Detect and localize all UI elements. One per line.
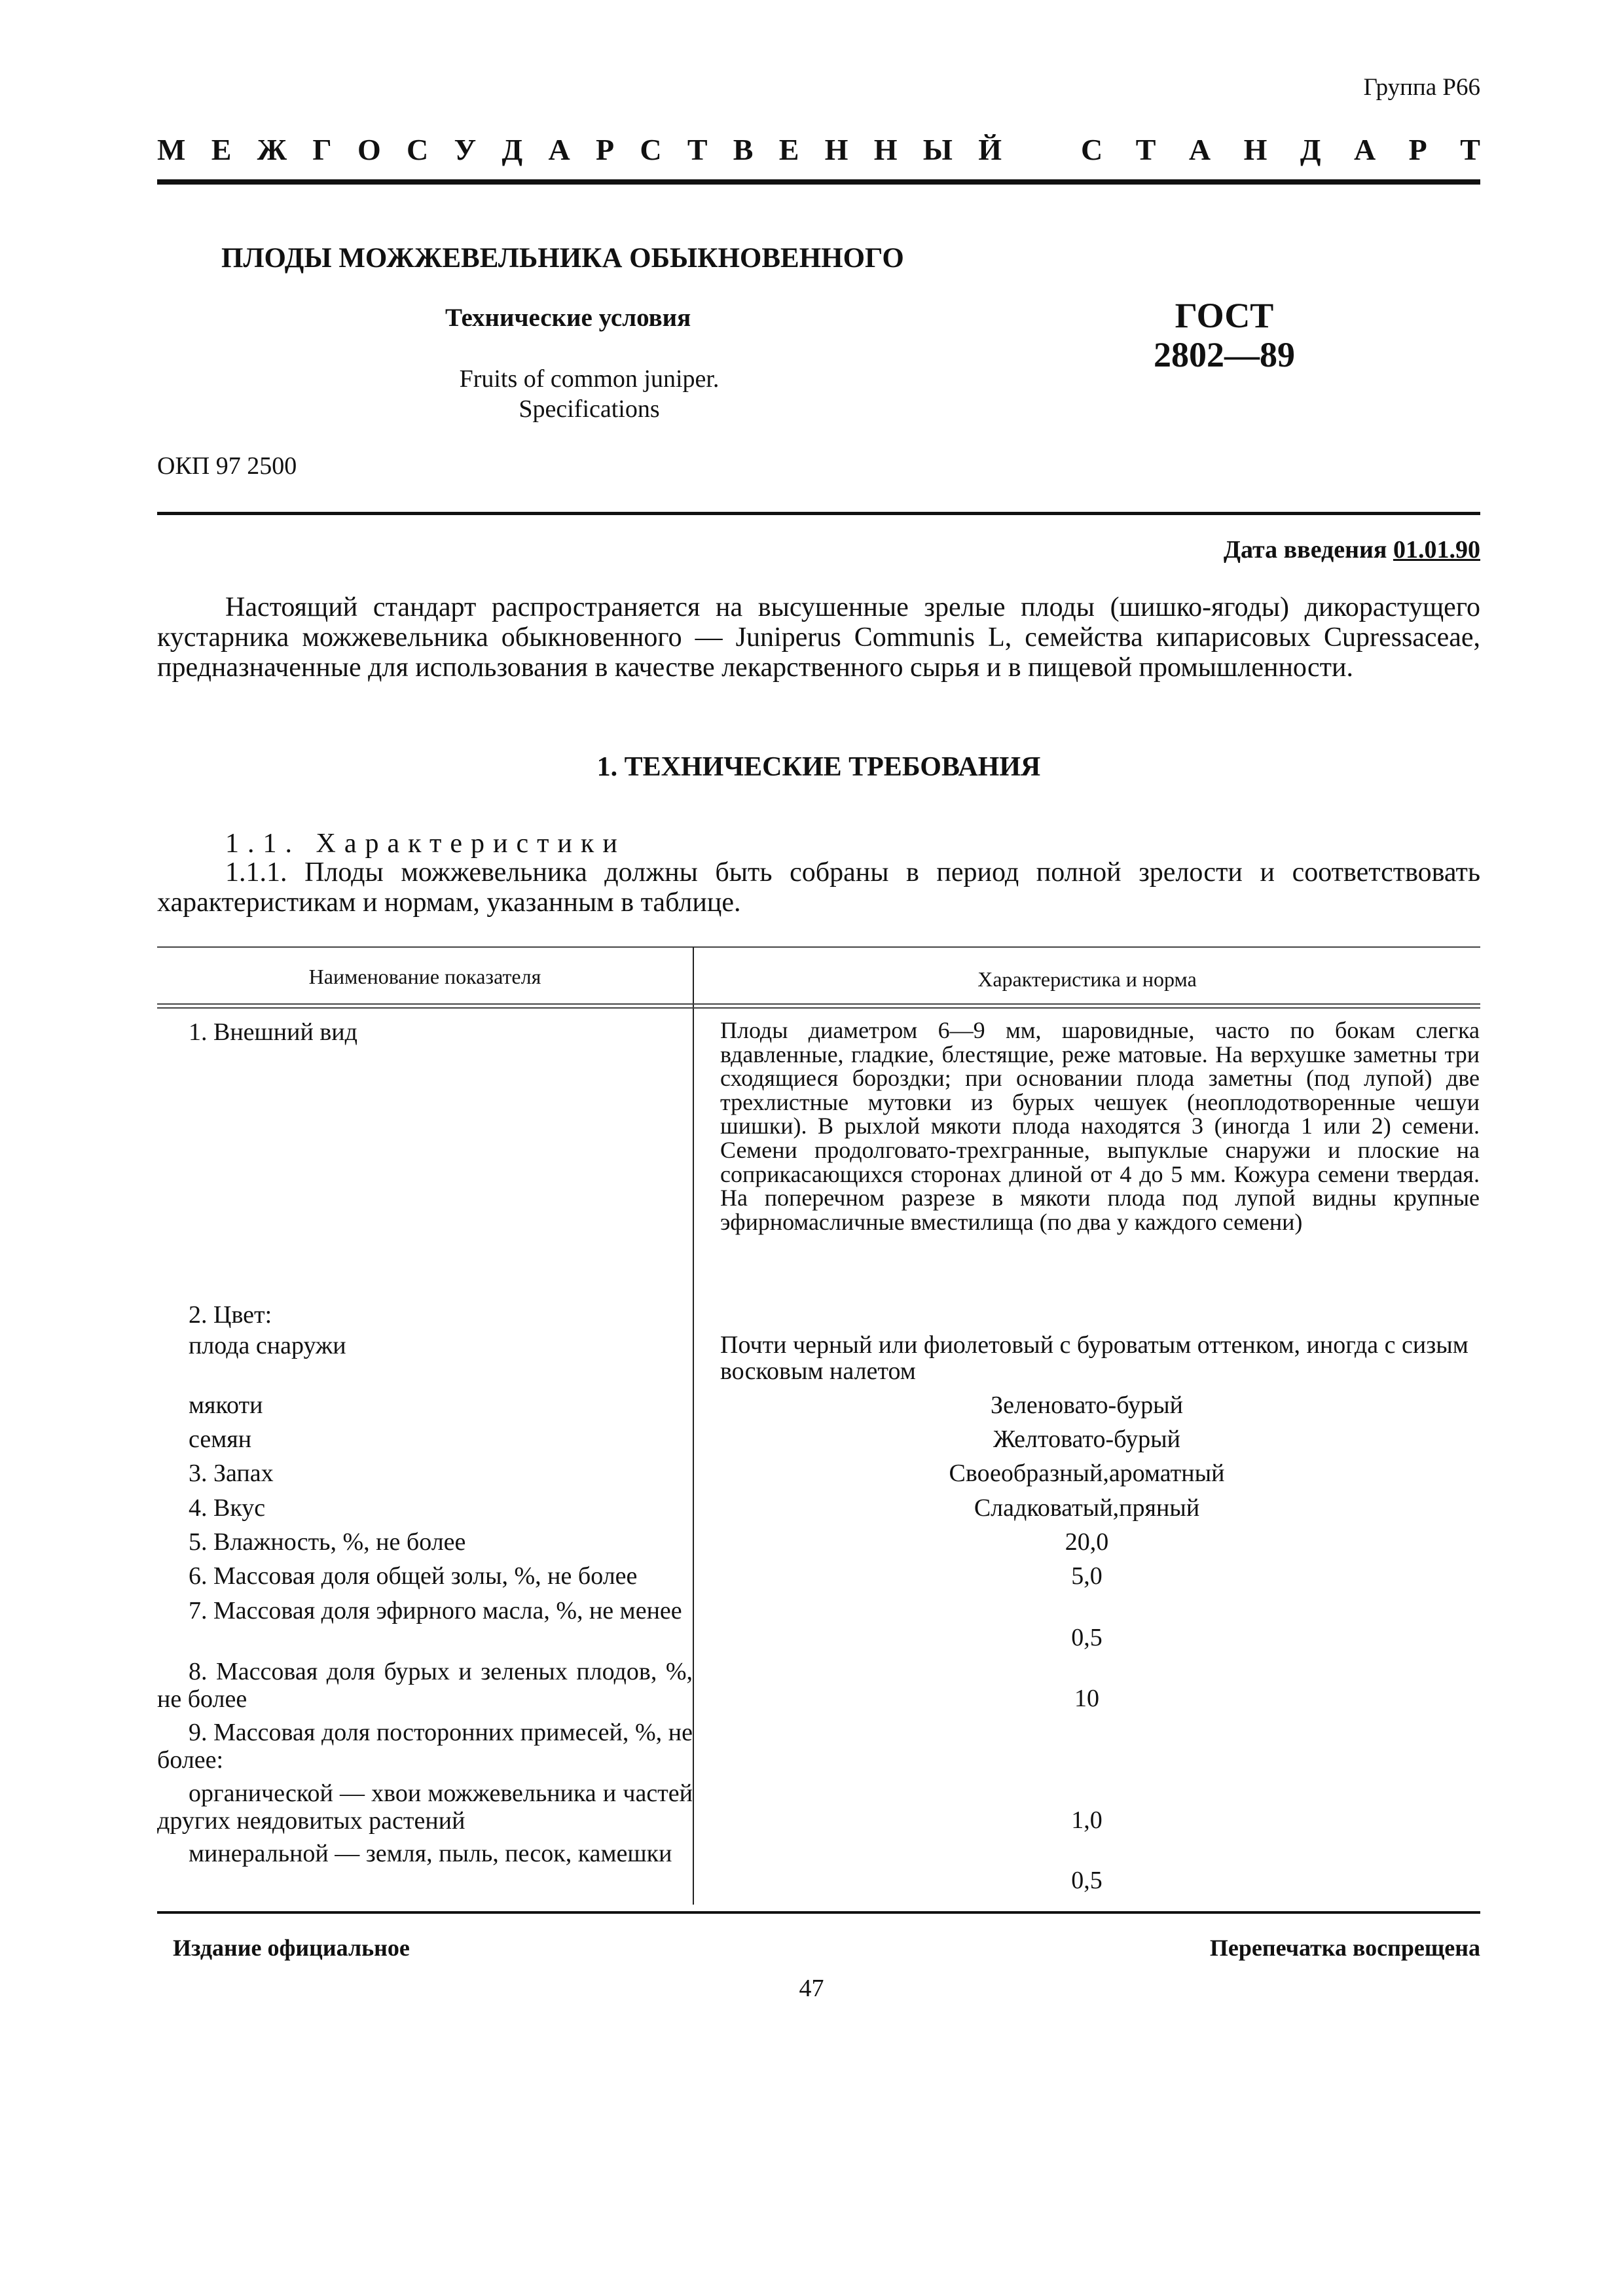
banner-letter: Ы bbox=[922, 132, 953, 166]
banner-letter: Т bbox=[1460, 132, 1480, 166]
banner-letter: Е bbox=[211, 132, 232, 166]
introduction-date bbox=[1224, 535, 1480, 564]
banner-letter: С bbox=[1081, 132, 1103, 166]
gost-designation bbox=[1139, 296, 1309, 374]
banner-letter: Г bbox=[312, 132, 332, 166]
reprint-prohibited-note: Перепечатка воспрещена bbox=[1209, 1935, 1480, 1961]
english-title bbox=[419, 364, 759, 424]
table-top-rule bbox=[157, 946, 1480, 948]
intro-paragraph: Настоящий стандарт распространяется на высушенные зрелые плоды (шишко-ягоды) дикорастущего кустарника можжевельника обыкновенного — Juniperus Communis L, семейства кипарисовых Cupressaceae, предназначенные для использования в качестве лекарственного сырья и в пищевой промышленности. bbox=[157, 592, 1480, 683]
table-row-name: 1. Внешний вид bbox=[189, 1018, 357, 1046]
table-row-name: минеральной — земля, пыль, песок, камешки bbox=[189, 1840, 672, 1867]
gost-number: 2802—89 bbox=[1154, 335, 1295, 374]
banner-letter: А bbox=[1353, 132, 1376, 166]
banner-letter: Е bbox=[778, 132, 799, 166]
banner-letter: А bbox=[548, 132, 570, 166]
header-rule bbox=[157, 179, 1480, 185]
banner-letter: Д bbox=[501, 132, 523, 166]
banner-letter: Н bbox=[873, 132, 898, 166]
banner-letter: М bbox=[157, 132, 186, 166]
table-row-name: семян bbox=[189, 1426, 252, 1453]
table-row-name: 5. Влажность, %, не более bbox=[189, 1528, 466, 1556]
table-row-name: 6. Массовая доля общей золы, %, не более bbox=[189, 1562, 638, 1590]
banner-letter: С bbox=[406, 132, 429, 166]
banner-letter: Н bbox=[1243, 132, 1267, 166]
banner-letter: Д bbox=[1300, 132, 1321, 166]
table-row-name: плода снаружи bbox=[189, 1332, 346, 1359]
banner-letter: А bbox=[1188, 132, 1211, 166]
english-title-line: Fruits of common juniper. bbox=[459, 365, 720, 393]
banner-letter: Р bbox=[1408, 132, 1427, 166]
banner-word-1 bbox=[157, 132, 1002, 167]
document-title: ПЛОДЫ МОЖЖЕВЕЛЬНИКА ОБЫКНОВЕННОГО bbox=[221, 243, 904, 274]
banner-letter: В bbox=[733, 132, 754, 166]
table-row-value: 0,5 bbox=[1071, 1624, 1103, 1651]
gost-label: ГОСТ bbox=[1175, 296, 1274, 335]
table-row-value: 0,5 bbox=[1071, 1867, 1103, 1894]
table-header-value: Характеристика и норма bbox=[977, 967, 1197, 991]
official-edition-note: Издание официальное bbox=[173, 1935, 410, 1961]
table-row-value: Желтовато-бурый bbox=[993, 1426, 1180, 1453]
banner-letter: Т bbox=[1135, 132, 1156, 166]
table-row-value: 5,0 bbox=[1071, 1562, 1103, 1590]
page-number: 47 bbox=[799, 1975, 824, 2002]
table-row-name: 4. Вкус bbox=[189, 1494, 266, 1522]
table-row-name: органической — хвои можжевельника и частей других неядовитых растений bbox=[157, 1780, 693, 1835]
banner-letter: С bbox=[640, 132, 662, 166]
table-row-value: 10 bbox=[1074, 1685, 1099, 1712]
table-header-rule-2 bbox=[157, 1007, 1480, 1009]
banner-letter: Й bbox=[978, 132, 1002, 166]
interstate-standard-banner bbox=[157, 130, 1480, 169]
table-header-indicator: Наименование показателя bbox=[308, 965, 541, 988]
table-row-name: 3. Запах bbox=[189, 1460, 274, 1487]
table-row-name: 7. Массовая доля эфирного масла, %, не менее bbox=[189, 1597, 682, 1624]
table-row-value: 1,0 bbox=[1071, 1806, 1103, 1834]
title-block-rule bbox=[157, 512, 1480, 515]
table-row-value: 20,0 bbox=[1065, 1528, 1109, 1556]
table-row-value: Почти черный или фиолетовый с буроватым оттенком, иногда с сизым восковым налетом bbox=[720, 1331, 1468, 1385]
table-header-rule bbox=[157, 1003, 1480, 1005]
banner-letter: Н bbox=[824, 132, 848, 166]
banner-letter: Т bbox=[687, 132, 708, 166]
document-subtitle: Технические условия bbox=[445, 304, 691, 332]
table-row-value: Плоды диаметром 6—9 мм, шаровидные, часто по бокам слегка вдавленные, гладкие, блестящие, реже матовые. На верхушке заметны три сходящиеся бороздки; при основании плода заметны (под лупой) две трехлистные мутовки из бурых чешуек (неоплодотворенные чешуи шишки). В рыхлой мякоти плода находятся 3 (иногда 1 или 2) семени. Семени продолговато-трехгранные, выпуклые снаружи и плоские на соприкасающихся сторонах длиной от 4 до 5 мм. Кожура семени твердая. На поперечном разрезе в мякоти плода под лупой видны крупные эфирномасличные вместилища (по два у каждого семени) bbox=[720, 1017, 1480, 1235]
table-row-name: мякоти bbox=[189, 1391, 263, 1419]
table-row-name: 9. Массовая доля посторонних примесей, %, не более: bbox=[157, 1719, 693, 1774]
okp-code: ОКП 97 2500 bbox=[157, 452, 297, 480]
banner-letter: О bbox=[357, 132, 381, 166]
footer-rule bbox=[157, 1911, 1480, 1914]
clause-1-1-1: 1.1.1. Плоды можжевельника должны быть собраны в период полной зрелости и соответствовать характеристикам и нормам, указанным в таблице. bbox=[157, 857, 1480, 918]
section-title: 1. ТЕХНИЧЕСКИЕ ТРЕБОВАНИЯ bbox=[596, 752, 1041, 782]
date-label: Дата введения bbox=[1223, 536, 1387, 564]
table-row-name: 8. Массовая доля бурых и зеленых плодов, %, не более bbox=[157, 1658, 693, 1713]
banner-letter: Ж bbox=[257, 132, 287, 166]
date-value: 01.01.90 bbox=[1393, 536, 1480, 564]
banner-letter: У bbox=[454, 132, 477, 166]
group-code: Группа Р66 bbox=[1363, 74, 1480, 101]
table-row-value: Своеобразный,ароматный bbox=[949, 1460, 1225, 1487]
banner-letter: Р bbox=[595, 132, 615, 166]
table-row-value: Сладковатый,пряный bbox=[974, 1494, 1200, 1522]
banner-word-2 bbox=[1081, 132, 1480, 167]
table-row-value: Зеленовато-бурый bbox=[991, 1391, 1183, 1419]
english-title-line: Specifications bbox=[519, 395, 660, 423]
clause-1-1: 1.1. Характеристики bbox=[225, 829, 626, 859]
table-row-name: 2. Цвет: bbox=[189, 1301, 272, 1329]
